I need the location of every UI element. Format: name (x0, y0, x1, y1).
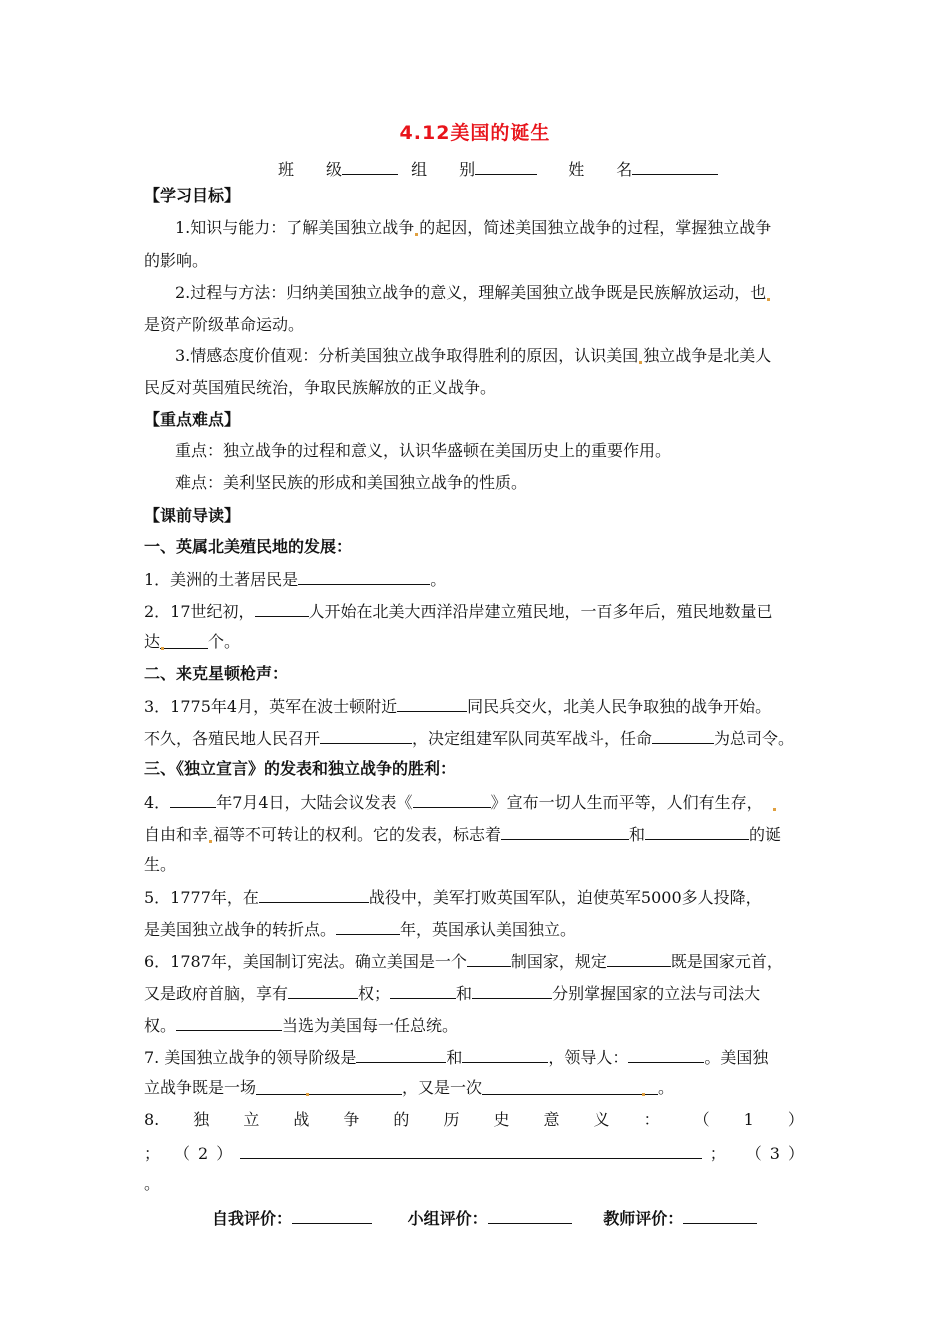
question-line: 6．1787年，美国制订宪法。确立美国是一个 制国家，规定 既是国家元首， (144, 952, 783, 971)
answer-blank[interactable] (501, 823, 629, 840)
page-title: 4.12美国的诞生 (399, 122, 551, 144)
answer-blank[interactable] (170, 791, 216, 808)
question-line: 自由和幸 福等不可转让的权利。它的发表，标志着 和 的诞 (144, 825, 782, 844)
question-line: 5．1777年，在 战役中，美军打败英国军队，迫使英军5000多人投降， (144, 888, 762, 907)
answer-blank[interactable] (397, 695, 467, 712)
answer-blank[interactable] (472, 982, 552, 999)
question-line: 是美国独立战争的转折点。 年，英国承认美国独立。 (144, 920, 577, 939)
teacher-eval-field[interactable] (683, 1207, 757, 1224)
answer-blank[interactable] (288, 982, 358, 999)
name-label: 姓 名 (568, 160, 633, 179)
question-line: 不久，各殖民地人民召开 ，决定组建军队同英军战斗，任命 为总司令。 (144, 729, 795, 748)
question-line: 1．美洲的土著居民是 。 (144, 570, 447, 589)
group-field[interactable] (475, 158, 537, 175)
answer-blank[interactable] (160, 632, 208, 649)
self-eval-label: 自我评价： (212, 1209, 293, 1228)
answer-blank[interactable] (176, 1014, 282, 1031)
answer-blank[interactable] (259, 886, 369, 903)
group-eval-field[interactable] (488, 1207, 572, 1224)
answer-blank[interactable] (462, 1046, 548, 1063)
question-line: 立战争既是一场 ，又是一次 。 (144, 1078, 675, 1097)
answer-blank[interactable] (240, 1142, 702, 1159)
group-eval-label: 小组评价： (407, 1209, 488, 1228)
question-line: 8. 独 立 战 争 的 历 史 意 义 ： （ 1 ） (144, 1110, 804, 1129)
question-line: 3．1775年4月，英军在波士顿附近 同民兵交火，北美人民争取独的战争开始。 (144, 697, 772, 716)
answer-blank[interactable] (298, 568, 430, 585)
question-line: 生。 (144, 855, 177, 874)
answer-blank[interactable] (467, 950, 511, 967)
answer-blank[interactable] (356, 1046, 446, 1063)
answer-blank[interactable] (390, 982, 456, 999)
answer-blank[interactable] (256, 1078, 402, 1095)
self-eval-field[interactable] (292, 1207, 372, 1224)
keypoints-heading: 【重点难点】 (144, 410, 241, 429)
class-field[interactable] (342, 158, 398, 175)
keypoint-line: 重点：独立战争的过程和意义，认识华盛顿在美国历史上的重要作用。 (175, 441, 672, 460)
question-line: 达 个。 (144, 632, 241, 651)
answer-blank[interactable] (336, 918, 400, 935)
keypoint-line: 难点：美利坚民族的形成和美国独立战争的性质。 (175, 473, 528, 492)
answer-blank[interactable] (652, 727, 714, 744)
goal-line: 1.知识与能力：了解美国独立战争 的起因，简述美国独立战争的过程，掌握独立战争 (175, 218, 772, 237)
goal-line: 民反对英国殖民统治，争取民族解放的正义战争。 (144, 378, 497, 397)
question-line: 又是政府首脑，享有 权； 和 分别掌握国家的立法与司法大 (144, 984, 761, 1003)
goal-line: 2.过程与方法：归纳美国独立战争的意义，理解美国独立战争既是民族解放运动，也 (175, 283, 855, 303)
answer-blank[interactable] (482, 1078, 658, 1095)
answer-blank[interactable] (413, 791, 491, 808)
student-info-row (278, 157, 718, 180)
answer-blank[interactable] (645, 823, 749, 840)
part1-heading: 一、英属北美殖民地的发展： (144, 537, 353, 556)
preread-heading: 【课前导读】 (144, 506, 241, 525)
goal-line: 是资产阶级革命运动。 (144, 315, 305, 334)
question-line: 4． 年7月4日，大陆会议发表《 》宣布一切人生而平等，人们有生存， (144, 791, 824, 813)
question-line: 7. 美国独立战争的领导阶级是 和 ，领导人： 。美国独 (144, 1048, 769, 1067)
answer-blank[interactable] (628, 1046, 704, 1063)
goals-heading: 【学习目标】 (144, 186, 241, 205)
question-line: 权。 当选为美国每一任总统。 (144, 1016, 459, 1035)
part2-heading: 二、来克星顿枪声： (144, 664, 289, 683)
question-line: 2．17世纪初， 人开始在北美大西洋沿岸建立殖民地，一百多年后，殖民地数量已 (144, 602, 773, 621)
name-field[interactable] (632, 158, 718, 175)
answer-blank[interactable] (255, 600, 309, 617)
answer-blank[interactable] (320, 727, 412, 744)
question-line: ； （ 2 ） ； （ 3 ） (144, 1144, 804, 1163)
goal-line: 3.情感态度价值观：分析美国独立战争取得胜利的原因，认识美国 独立战争是北美人 (175, 346, 772, 365)
goal-line: 的影响。 (144, 251, 209, 270)
part3-heading: 三、《独立宣言》的发表和独立战争的胜利： (144, 759, 457, 778)
question-line: 。 (144, 1174, 161, 1193)
answer-blank[interactable] (607, 950, 671, 967)
class-label: 班 级 (278, 160, 343, 179)
teacher-eval-label: 教师评价： (603, 1209, 684, 1228)
evaluation-row (212, 1206, 757, 1229)
group-label: 组 别 (411, 160, 476, 179)
